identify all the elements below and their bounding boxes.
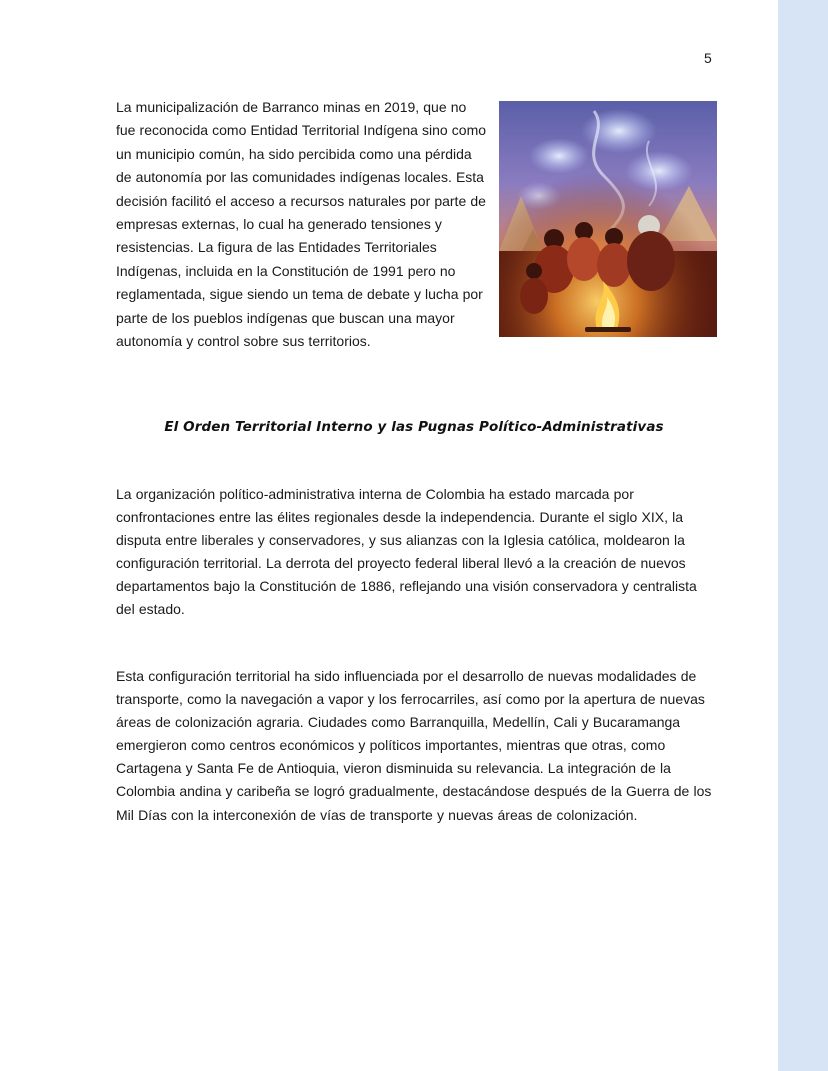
sidebar-decoration	[778, 0, 828, 1071]
page-number: 5	[704, 50, 712, 66]
indigenous-campfire-illustration	[499, 101, 717, 337]
intro-paragraph: La municipalización de Barranco minas en 2019, que no fue reconocida como Entidad Territorial Indígena sino como un municipio común, ha sido percibida como una pérdida de autonomía por las comunidades indígenas locales. Esta decisión facilitó el acceso a recursos naturales por parte de empresas externas, lo cual ha generado tensiones y resistencias. La figura de las Entidades Territoriales Indígenas, incluida en la Constitución de 1991 pero no reglamentada, sigue siendo un tema de debate y lucha por parte de los pueblos indígenas que buscan una mayor autonomía y control sobre sus territorios.	[116, 99, 487, 350]
section-heading: El Orden Territorial Interno y las Pugnas Político-Administrativas	[164, 419, 664, 435]
body-paragraph: Esta configuración territorial ha sido influenciada por el desarrollo de nuevas modalidades de transporte, como la navegación a vapor y los ferrocarriles, así como por la apertura de nuevas áreas de colonización agraria. Ciudades como Barranquilla, Medellín, Cali y Bucaramanga emergieron como centros económicos y políticos importantes, mientras que otras, como Cartagena y Santa Fe de Antioquia, vieron disminuida su relevancia. La integración de la Colombia andina y caribeña se logró gradualmente, destacándose después de la Guerra de los Mil Días con la interconexión de vías de transporte y nuevas áreas de colonización.	[116, 668, 712, 823]
body-paragraph: La organización político-administrativa interna de Colombia ha estado marcada por confrontaciones entre las élites regionales desde la independencia. Durante el siglo XIX, la disputa entre liberales y conservadores, y sus alianzas con la Iglesia católica, moldearon la configuración territorial. La derrota del proyecto federal liberal llevó a la creación de nuevos departamentos bajo la Constitución de 1886, reflejando una visión conservadora y centralista del estado.	[116, 486, 697, 618]
